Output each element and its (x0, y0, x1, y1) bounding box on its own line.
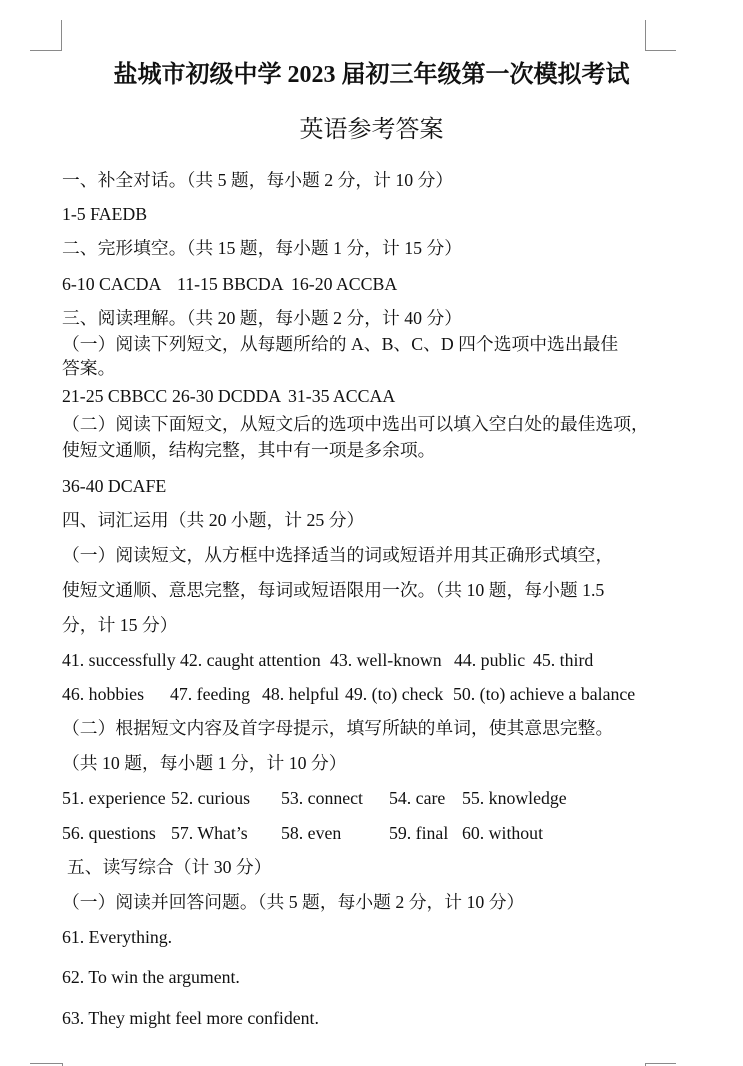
part4-sub1-instruction-line: （一）阅读短文，从方框中选择适当的词或短语并用其正确形式填空， (62, 545, 614, 565)
part3-heading: 三、阅读理解。（共 20 题，每小题 2 分，计 40 分） (62, 308, 463, 328)
answer-item: 61. Everything. (62, 927, 173, 947)
part4-sub1-answer-row (0, 682, 743, 706)
answer-item: 50. (to) achieve a balance (453, 684, 636, 704)
answer-group: 31-35 ACCAA (288, 386, 396, 406)
answer-group: 16-20 ACCBA (291, 274, 398, 294)
answer-item: 62. To win the argument. (62, 967, 240, 987)
answer-group: 1-5 FAEDB (62, 204, 148, 224)
part4-sub2-answer-row (0, 821, 743, 845)
part1-answer-row (0, 202, 743, 226)
answer-item: 48. helpful (262, 684, 340, 704)
answer-item: 57. What’s (171, 823, 248, 843)
answer-item: 52. curious (171, 788, 251, 808)
part2-heading: 二、完形填空。（共 15 题，每小题 1 分，计 15 分） (62, 238, 463, 258)
part4-sub1-instruction-line: 使短文通顺、意思完整，每词或短语限用一次。（共 10 题，每小题 1.5 (62, 580, 605, 600)
part3-sub2-instruction-line: 使短文通顺，结构完整，其中有一项是多余项。 (62, 440, 436, 460)
part5-sub1-instruction-line: （一）阅读并回答问题。（共 5 题，每小题 2 分，计 10 分） (62, 892, 525, 912)
answer-group: 21-25 CBBCC (62, 386, 168, 406)
part3-sub1-instruction-line: （一）阅读下列短文，从每题所给的 A、B、C、D 四个选项中选出最佳 (62, 334, 619, 354)
answer-group: 11-15 BBCDA (177, 274, 284, 294)
crop-mark-top-right (645, 20, 676, 51)
answer-item: 53. connect (281, 788, 363, 808)
answer-item: 41. successfully (62, 650, 176, 670)
answer-item: 44. public (454, 650, 526, 670)
part4-sub2-instruction-line: （二）根据短文内容及首字母提示，填写所缺的单词，使其意思完整。 (62, 718, 614, 738)
part3-sub2-answer-row (0, 474, 743, 498)
answer-item: 49. (to) check (345, 684, 444, 704)
answer-item: 60. without (462, 823, 544, 843)
answer-item: 59. final (389, 823, 449, 843)
exam-title: 盐城市初级中学 2023 届初三年级第一次模拟考试 (113, 62, 630, 88)
part5-heading: 五、读写综合（计 30 分） (67, 857, 272, 877)
part1-heading: 一、补全对话。（共 5 题，每小题 2 分，计 10 分） (62, 170, 454, 190)
document-subtitle: 英语参考答案 (299, 117, 444, 143)
answer-item: 47. feeding (170, 684, 250, 704)
answer-item: 56. questions (62, 823, 156, 843)
crop-mark-top-left (30, 20, 62, 51)
part4-sub1-answer-row (0, 648, 743, 672)
part2-answer-row (0, 272, 743, 296)
answer-group: 26-30 DCDDA (172, 386, 282, 406)
answer-item: 46. hobbies (62, 684, 144, 704)
part3-sub1-instruction-line: 答案。 (62, 358, 116, 378)
part4-sub2-answer-row (0, 786, 743, 810)
answer-item: 43. well-known (330, 650, 442, 670)
answer-item: 55. knowledge (462, 788, 567, 808)
part3-sub1-answer-row (0, 384, 743, 408)
answer-item: 54. care (389, 788, 446, 808)
answer-item: 51. experience (62, 788, 166, 808)
answer-item: 45. third (533, 650, 594, 670)
answer-group: 36-40 DCAFE (62, 476, 167, 496)
part3-sub2-instruction-line: （二）阅读下面短文，从短文后的选项中选出可以填入空白处的最佳选项， (62, 414, 649, 434)
answer-item: 58. even (281, 823, 342, 843)
answer-item: 63. They might feel more confident. (62, 1008, 319, 1028)
answer-group: 6-10 CACDA (62, 274, 162, 294)
part4-sub2-instruction-line: （共 10 题，每小题 1 分，计 10 分） (62, 753, 347, 773)
part4-sub1-instruction-line: 分，计 15 分） (62, 615, 178, 635)
part4-heading: 四、词汇运用（共 20 小题，计 25 分） (62, 510, 365, 530)
answer-item: 42. caught attention (180, 650, 321, 670)
